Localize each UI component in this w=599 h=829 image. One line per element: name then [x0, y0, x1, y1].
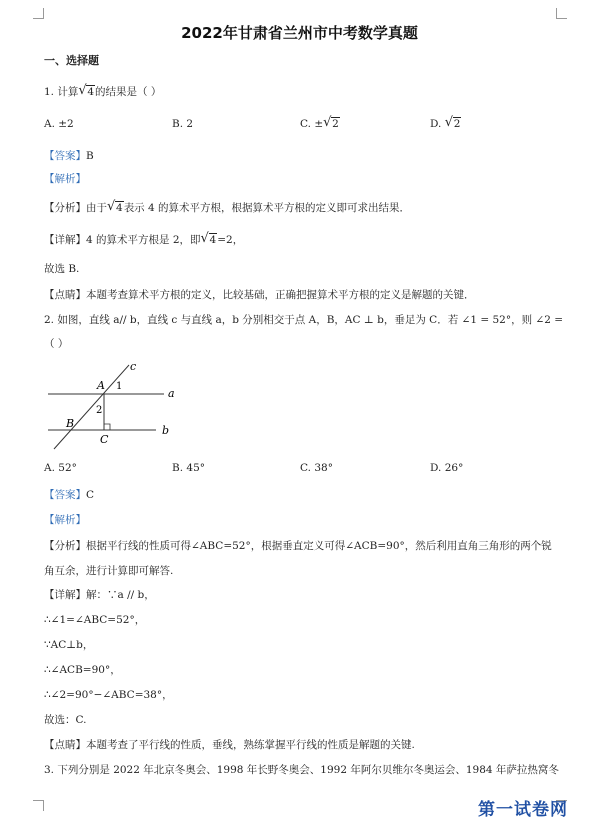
q2-analysis-line1: 【分析】根据平行线的性质可得∠ABC=52°，根据垂直定义可得∠ACB=90°，然后利用直角三角形的两个锐: [44, 540, 552, 552]
q1-comment: 【点睛】本题考查算术平方根的定义，比较基础，正确把握算术平方根的定义是解题的关键．: [44, 289, 475, 301]
q2-stem: 2. 如图，直线 a// b，直线 c 与直线 a，b 分别相交于点 A，B，AC ⊥ b，垂足为 C．若 ∠1 = 52°，则 ∠2 =: [44, 314, 564, 326]
q1-option-d: D. √ 2: [430, 115, 461, 130]
q1-detail: 【详解】4 的算术平方根是 2，即 √ 4=2，: [44, 231, 244, 246]
parallel-lines-diagram: [44, 357, 204, 457]
page-title: 2022年甘肃省兰州市中考数学真题: [181, 24, 418, 42]
q1-option-a: A. ±2: [44, 118, 74, 130]
q2-jiexi-label: 【解析】: [44, 514, 86, 526]
label-point-A: A: [97, 379, 105, 392]
q3-stem: 3. 下列分别是 2022 年北京冬奥会、1998 年长野冬奥会、1992 年阿尔贝维尔冬奥运会、1984 年萨拉热窝冬: [44, 764, 559, 776]
q2-step-2: ∵AC⊥b，: [44, 639, 94, 651]
section-heading: 一、选择题: [44, 54, 99, 67]
q2-step-1: ∴∠1=∠ABC=52°，: [44, 614, 146, 626]
label-angle-1: 1: [116, 381, 123, 392]
q1-option-c: C. ± √ 2: [300, 115, 339, 130]
q1-choice: 故选 B.: [44, 263, 80, 275]
q2-step-3: ∴∠ACB=90°，: [44, 664, 121, 676]
label-point-B: B: [66, 417, 75, 430]
crop-mark-top-left: [33, 8, 44, 19]
q2-comment: 【点睛】本题考查了平行线的性质，垂线，熟练掌握平行线的性质是解题的关键.: [44, 739, 415, 751]
q1-jiexi-label: 【解析】: [44, 173, 86, 185]
label-line-a: a: [168, 387, 175, 400]
q2-step-4: ∴∠2=90°−∠ABC=38°，: [44, 689, 173, 701]
q2-analysis-line2: 角互余，进行计算即可解答.: [44, 565, 174, 577]
q1-analysis: 【分析】由于 √ 4表示 4 的算术平方根，根据算术平方根的定义即可求出结果．: [44, 199, 411, 214]
crop-mark-bottom-left: [33, 800, 44, 811]
q1-stem: 1. 计算 √ 4的结果是（ ）: [44, 83, 162, 98]
q2-stem-cont: （ ）: [44, 338, 69, 350]
q2-answer: 【答案】C: [44, 489, 95, 501]
label-angle-2: 2: [96, 405, 103, 416]
q2-option-c: C. 38°: [300, 462, 333, 474]
q2-option-d: D. 26°: [430, 462, 464, 474]
q2-option-b: B. 45°: [172, 462, 206, 474]
q2-option-a: A. 52°: [44, 462, 77, 474]
label-line-c: c: [130, 360, 137, 373]
sqrt-symbol: √ 4: [78, 83, 95, 98]
label-line-b: b: [162, 424, 170, 437]
q1-option-b: B. 2: [172, 118, 194, 130]
crop-mark-top-right: [556, 8, 567, 19]
q2-detail: 【详解】解：∵a // b，: [44, 589, 155, 601]
q1-answer: 【答案】B: [44, 150, 94, 162]
label-point-C: C: [100, 433, 109, 446]
q2-choice: 故选：C.: [44, 714, 87, 726]
site-watermark-logo: 第一试卷网: [478, 800, 568, 820]
